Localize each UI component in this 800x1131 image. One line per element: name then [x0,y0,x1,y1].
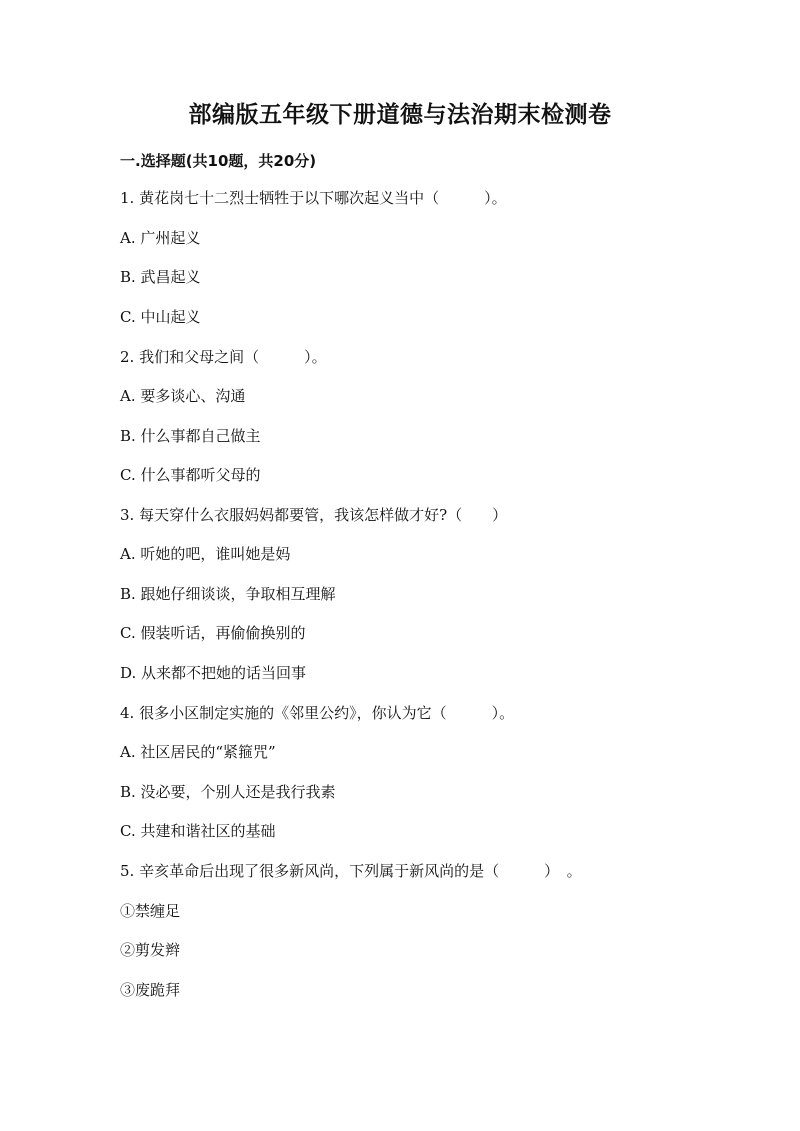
question-2-option-c: C. 什么事都听父母的 [120,466,261,484]
section-heading: 一.选择题(共10题，共20分) [120,152,317,170]
page-title: 部编版五年级下册道德与法治期末检测卷 [188,102,612,128]
question-4-option-a: A. 社区居民的“紧箍咒” [120,743,276,761]
question-3-option-d: D. 从来都不把她的话当回事 [120,664,307,682]
question-3-option-a: A. 听她的吧，谁叫她是妈 [120,545,291,563]
question-5-stem: 5. 辛亥革命后出现了很多新风尚，下列属于新风尚的是（ ） 。 [120,862,582,880]
question-1-option-c: C. 中山起义 [120,308,201,326]
question-1-option-a: A. 广州起义 [120,229,201,247]
question-3-stem: 3. 每天穿什么衣服妈妈都要管，我该怎样做才好?（ ） [120,506,508,524]
question-4-stem: 4. 很多小区制定实施的《邻里公约》，你认为它（ ）。 [120,704,515,722]
question-4-option-b: B. 没必要，个别人还是我行我素 [120,783,336,801]
question-5-item-3: ③废跪拜 [120,981,181,999]
question-1-option-b: B. 武昌起义 [120,268,201,286]
question-3-option-b: B. 跟她仔细谈谈，争取相互理解 [120,585,336,603]
question-2-option-a: A. 要多谈心、沟通 [120,387,246,405]
question-5-item-1: ①禁缠足 [120,902,181,920]
question-4-option-c: C. 共建和谐社区的基础 [120,822,276,840]
question-2-option-b: B. 什么事都自己做主 [120,427,261,445]
question-1-stem: 1. 黄花岗七十二烈士牺牲于以下哪次起义当中（ ）。 [120,189,507,207]
question-5-item-2: ②剪发辫 [120,941,181,959]
question-2-stem: 2. 我们和父母之间（ ）。 [120,348,327,366]
question-3-option-c: C. 假装听话，再偷偷换别的 [120,624,306,642]
